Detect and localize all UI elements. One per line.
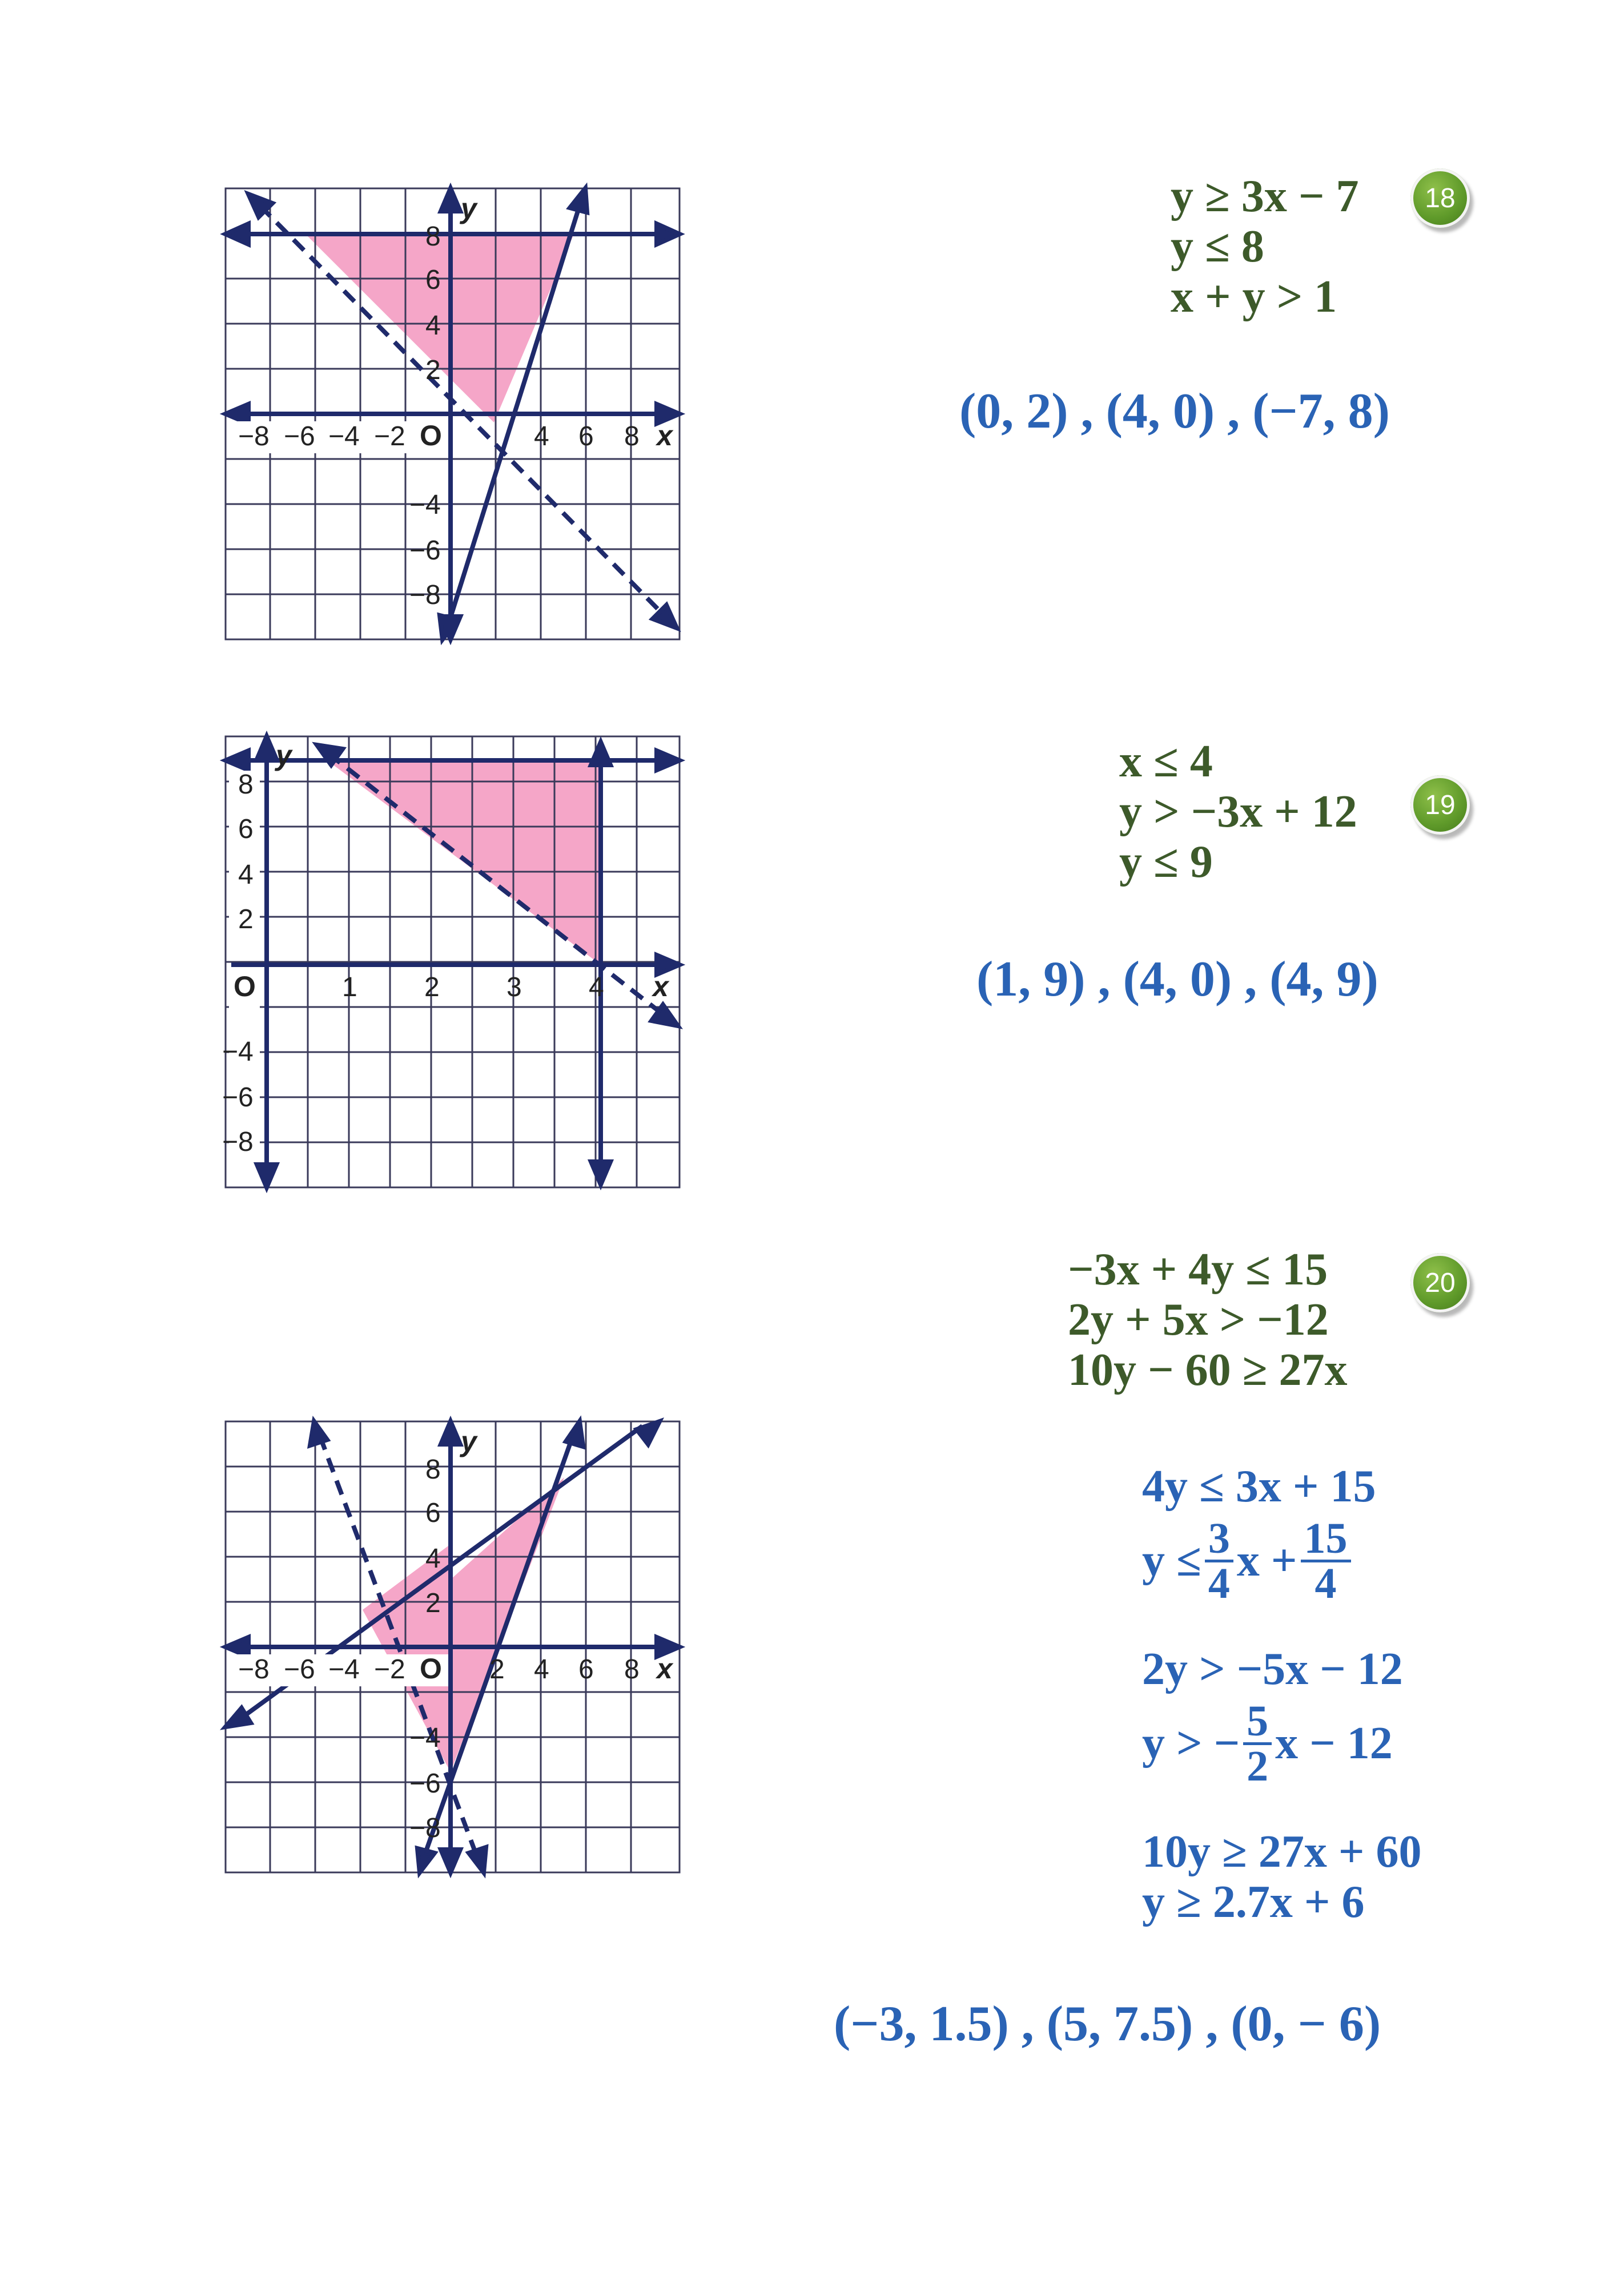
tick-label: 4 xyxy=(534,421,549,452)
fraction-denominator: 4 xyxy=(1208,1559,1230,1608)
tick-label: 6 xyxy=(425,1498,441,1528)
fraction-numerator: 5 xyxy=(1243,1700,1272,1745)
work-line: 4y ≤ 3x + 15 xyxy=(1142,1461,1376,1512)
tick-label: −6 xyxy=(222,1082,254,1113)
work-text: x − 12 xyxy=(1275,1718,1393,1769)
fraction-numerator: 3 xyxy=(1205,1517,1233,1562)
problem-number-badge: 20 xyxy=(1410,1253,1470,1312)
origin-label: O xyxy=(420,1653,442,1685)
problem-number-badge: 18 xyxy=(1410,168,1470,228)
tick-label: −4 xyxy=(328,421,360,452)
fraction-denominator: 4 xyxy=(1315,1559,1337,1608)
graph-20 xyxy=(226,1421,682,1875)
work-text: y > − xyxy=(1142,1718,1240,1769)
tick-label: 6 xyxy=(238,814,254,844)
inequalities-19 xyxy=(1119,736,1357,887)
y-axis-label: y xyxy=(276,739,292,771)
tick-label: −4 xyxy=(409,1723,441,1753)
work-line xyxy=(1142,1512,1422,1610)
tick-label: 2 xyxy=(425,355,441,385)
tick-label: 8 xyxy=(238,770,254,800)
tick-label: 6 xyxy=(578,421,594,452)
tick-label: 2 xyxy=(489,1654,505,1685)
tick-label: −6 xyxy=(284,1654,315,1685)
tick-label: −2 xyxy=(374,1654,405,1685)
vertices-answer-18: (0, 2) , (4, 0) , (−7, 8) xyxy=(959,384,1390,439)
fraction xyxy=(1301,1514,1351,1608)
tick-label: 4 xyxy=(425,311,441,341)
inequality: x + y > 1 xyxy=(1171,272,1337,322)
tick-label: −2 xyxy=(374,421,405,452)
inequality: 10y − 60 ≥ 27x xyxy=(1068,1345,1348,1395)
work-text: x + xyxy=(1236,1536,1297,1586)
work-line xyxy=(1142,1694,1422,1793)
tick-label: 8 xyxy=(425,1455,441,1485)
inequality: −3x + 4y ≤ 15 xyxy=(1068,1244,1328,1295)
tick-label: −4 xyxy=(222,1037,254,1067)
y-axis-label: y xyxy=(461,1425,477,1457)
tick-label: 2 xyxy=(238,904,254,934)
tick-label: 6 xyxy=(425,265,441,295)
fraction xyxy=(1205,1514,1233,1608)
tick-label: 4 xyxy=(238,860,254,890)
tick-label: −6 xyxy=(409,1769,441,1799)
tick-label: 6 xyxy=(578,1654,594,1685)
inequality: 2y + 5x > −12 xyxy=(1068,1295,1329,1345)
x-axis-label: x xyxy=(657,1653,673,1685)
work-line: 2y > −5x − 12 xyxy=(1142,1644,1403,1694)
inequality: x ≤ 4 xyxy=(1119,736,1213,787)
inequalities-20 xyxy=(1068,1244,1348,1395)
tick-label: −8 xyxy=(238,421,270,452)
fraction xyxy=(1243,1697,1272,1790)
tick-label: 4 xyxy=(589,972,604,1002)
tick-label: 2 xyxy=(425,1588,441,1618)
tick-label: −8 xyxy=(409,1813,441,1843)
y-axis-label: y xyxy=(461,192,477,224)
work-line: 10y ≥ 27x + 60 xyxy=(1142,1827,1422,1877)
tick-label: −8 xyxy=(409,580,441,610)
tick-label: −6 xyxy=(284,421,315,452)
fraction-denominator: 2 xyxy=(1247,1742,1269,1790)
inequality: y ≤ 8 xyxy=(1171,221,1264,272)
inequality: y ≤ 9 xyxy=(1119,837,1213,887)
x-axis-label: x xyxy=(653,970,669,1002)
tick-label: 4 xyxy=(534,1654,549,1685)
problem-number-badge: 19 xyxy=(1410,775,1470,835)
origin-label: O xyxy=(234,970,256,1002)
graph-18 xyxy=(226,188,682,642)
work-line: y ≥ 2.7x + 6 xyxy=(1142,1877,1365,1927)
inequality: y ≥ 3x − 7 xyxy=(1171,171,1359,221)
tick-label: 3 xyxy=(507,972,522,1002)
vertices-answer-20: (−3, 1.5) , (5, 7.5) , (0, − 6) xyxy=(834,1996,1381,2052)
origin-label: O xyxy=(420,420,442,452)
x-axis-label: x xyxy=(657,420,673,452)
fraction-numerator: 15 xyxy=(1301,1517,1351,1562)
vertices-answer-19: (1, 9) , (4, 0) , (4, 9) xyxy=(976,952,1378,1007)
tick-label: 1 xyxy=(342,972,357,1002)
graph-19 xyxy=(222,736,682,1190)
tick-label: 2 xyxy=(424,972,440,1002)
tick-label: −8 xyxy=(222,1127,254,1157)
tick-label: 8 xyxy=(425,221,441,252)
tick-label: −4 xyxy=(328,1654,360,1685)
tick-label: 8 xyxy=(624,1654,640,1685)
work-text: y ≤ xyxy=(1142,1536,1201,1586)
inequalities-18 xyxy=(1171,171,1359,322)
tick-label: −6 xyxy=(409,535,441,566)
tick-label: 8 xyxy=(624,421,640,452)
tick-label: 4 xyxy=(425,1544,441,1574)
inequality: y > −3x + 12 xyxy=(1119,787,1357,837)
tick-label: −8 xyxy=(238,1654,270,1685)
solution-work-20 xyxy=(1142,1461,1422,1927)
tick-label: −4 xyxy=(409,490,441,520)
